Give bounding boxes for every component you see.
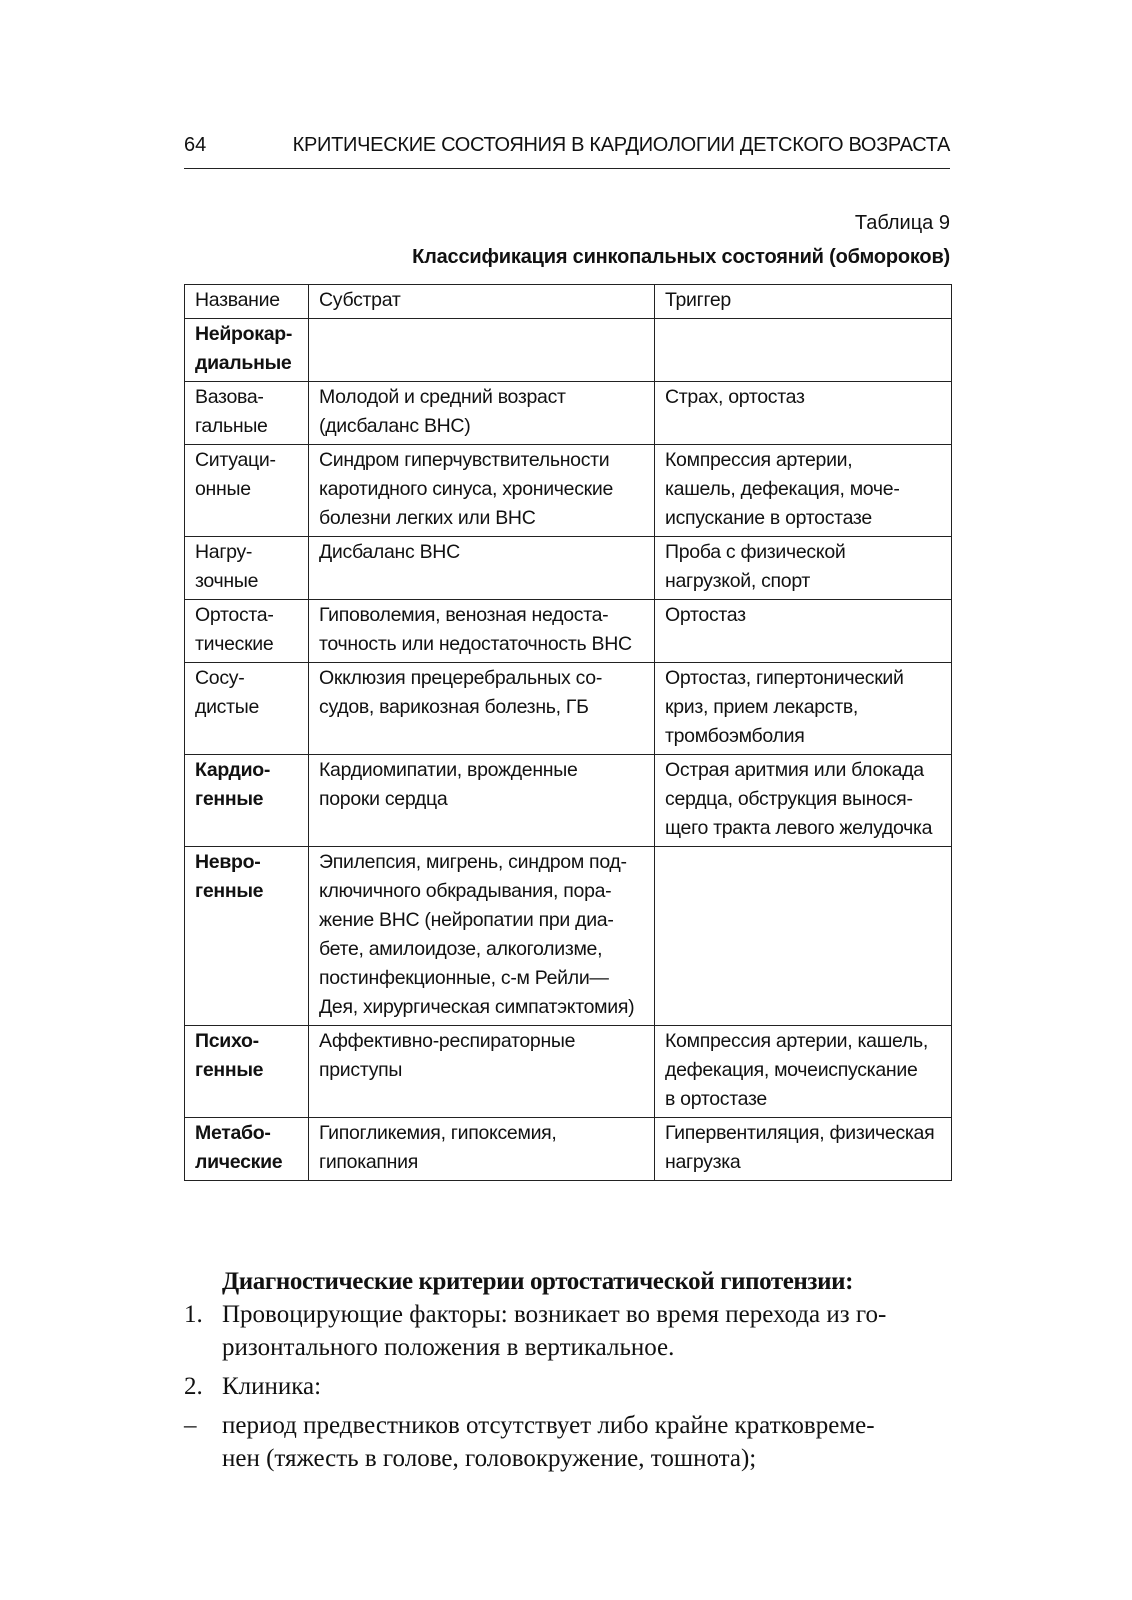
cell-name: Нейрокар- диальные [185,319,309,382]
list-marker: 2. [184,1373,203,1400]
table-row [185,755,952,847]
cell-name: Ортоста- тические [185,600,309,663]
table-row [185,1118,952,1181]
table-row [185,1026,952,1118]
running-title: КРИТИЧЕСКИЕ СОСТОЯНИЯ В КАРДИОЛОГИИ ДЕТСКОГО ВОЗРАСТА [292,134,950,156]
cell-trigger: Ортостаз, гипертонический криз, прием лекарств, тромбоэмболия [655,663,952,755]
diagnostics-list [184,1298,950,1481]
cell-trigger: Острая аритмия или блокада сердца, обструкция вынося- щего тракта левого желудочка [655,755,952,847]
list-text: Провоцирующие факторы: возникает во время перехода из го- ризонтального положения в вертикальное. [222,1301,887,1361]
cell-substrate: Аффективно-респираторные приступы [309,1026,655,1118]
table-row [185,537,952,600]
cell-trigger: Ортостаз [655,600,952,663]
cell-name: Вазова- гальные [185,382,309,445]
cell-substrate [309,319,655,382]
list-item [184,1370,950,1403]
table-row [185,600,952,663]
table-header-row [185,285,952,319]
cell-substrate: Гипогликемия, гипоксемия, гипокапния [309,1118,655,1181]
list-item [184,1298,950,1364]
cell-name: Психо- генные [185,1026,309,1118]
cell-trigger: Страх, ортостаз [655,382,952,445]
table-row [185,319,952,382]
diagnostics-title: Диагностические критерии ортостатической гипотензии: [222,1268,854,1295]
table-row [185,382,952,445]
list-marker: 1. [184,1301,203,1328]
table-row [185,445,952,537]
cell-substrate: Гиповолемия, венозная недоста- точность или недостаточность ВНС [309,600,655,663]
syncope-classification-table [184,284,952,1181]
cell-name: Сосу- дистые [185,663,309,755]
cell-trigger [655,847,952,1026]
cell-substrate: Дисбаланс ВНС [309,537,655,600]
cell-trigger [655,319,952,382]
column-header-trigger: Триггер [655,285,952,319]
cell-trigger: Проба с физической нагрузкой, спорт [655,537,952,600]
cell-name: Кардио- генные [185,755,309,847]
cell-substrate: Окклюзия прецеребральных со- судов, варикозная болезнь, ГБ [309,663,655,755]
list-marker: – [184,1412,197,1439]
cell-name: Ситуаци- онные [185,445,309,537]
list-text: Клиника: [222,1373,322,1400]
running-header [184,134,950,169]
list-text: период предвестников отсутствует либо крайне кратковреме- нен (тяжесть в голове, головокружение, тошнота); [222,1412,875,1472]
list-item [184,1409,950,1475]
table-row [185,663,952,755]
cell-substrate: Кардиомипатии, врожденные пороки сердца [309,755,655,847]
cell-name: Невро- генные [185,847,309,1026]
cell-substrate: Синдром гиперчувствительности каротидного синуса, хронические болезни легких или ВНС [309,445,655,537]
page-number: 64 [184,134,207,156]
table-title: Классификация синкопальных состояний (обмороков) [412,246,950,268]
cell-name: Метабо- лические [185,1118,309,1181]
cell-name: Нагру- зочные [185,537,309,600]
cell-trigger: Компрессия артерии, кашель, дефекация, моче- испускание в ортостазе [655,445,952,537]
cell-trigger: Гипервентиляция, физическая нагрузка [655,1118,952,1181]
table-row [185,847,952,1026]
column-header-substrate: Субстрат [309,285,655,319]
cell-substrate: Эпилепсия, мигрень, синдром под- ключичного обкрадывания, пора- жение ВНС (нейропатии при диа- бете, амилоидозе, алкоголизме, постинфекционные, с-м Рейли— Дея, хирургическая симпатэктомия) [309,847,655,1026]
cell-trigger: Компрессия артерии, кашель, дефекация, мочеиспускание в ортостазе [655,1026,952,1118]
column-header-name: Название [185,285,309,319]
table-caption: Таблица 9 [854,212,950,234]
cell-substrate: Молодой и средний возраст (дисбаланс ВНС) [309,382,655,445]
